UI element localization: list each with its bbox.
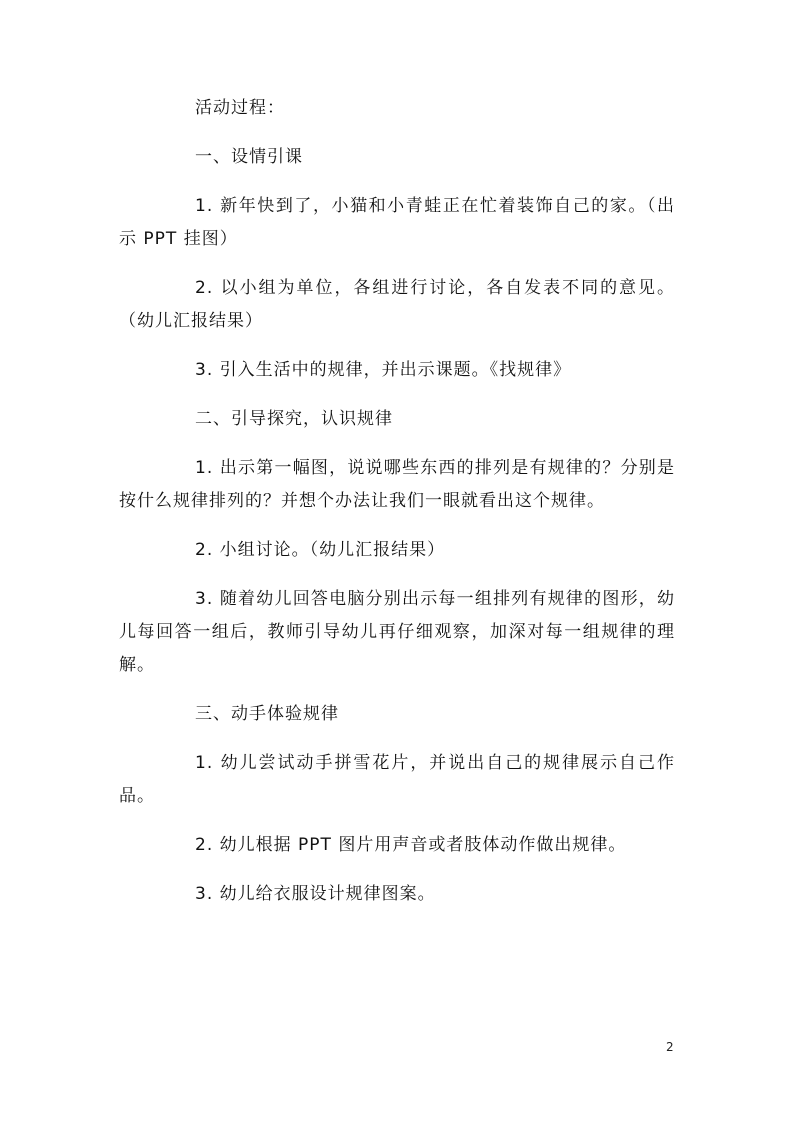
- paragraph-3-3: 3. 幼儿给衣服设计规律图案。: [195, 884, 436, 904]
- document-body: [119, 92, 675, 927]
- section-heading-3: 三、动手体验规律: [195, 704, 339, 724]
- paragraph-2-3: 3. 随着幼儿回答电脑分别出示每一组排列有规律的图形，幼儿每回答一组后，教师引导幼儿再仔细观察，加深对每一组规律的理解。: [119, 589, 675, 675]
- paragraph-1-3: 3. 引入生活中的规律，并出示课题。《找规律》: [195, 360, 572, 380]
- section-heading-2: 二、引导探究，认识规律: [195, 409, 393, 429]
- page-number: 2: [666, 1040, 674, 1054]
- paragraph-3-1: 1. 幼儿尝试动手拼雪花片，并说出自己的规律展示自己作品。: [119, 753, 675, 806]
- section-heading-1: 一、设情引课: [195, 147, 303, 167]
- paragraph-1-2: 2. 以小组为单位，各组进行讨论，各自发表不同的意见。（幼儿汇报结果）: [119, 278, 675, 331]
- paragraph-activity-process: 活动过程：: [195, 98, 285, 118]
- paragraph-3-2: 2. 幼儿根据 PPT 图片用声音或者肢体动作做出规律。: [195, 835, 627, 855]
- paragraph-2-2: 2. 小组讨论。（幼儿汇报结果）: [195, 540, 446, 560]
- paragraph-1-1: 1. 新年快到了，小猫和小青蛙正在忙着装饰自己的家。（出示 PPT 挂图）: [119, 196, 675, 249]
- paragraph-2-1: 1. 出示第一幅图，说说哪些东西的排列是有规律的？分别是按什么规律排列的？并想个办法让我们一眼就看出这个规律。: [119, 458, 675, 511]
